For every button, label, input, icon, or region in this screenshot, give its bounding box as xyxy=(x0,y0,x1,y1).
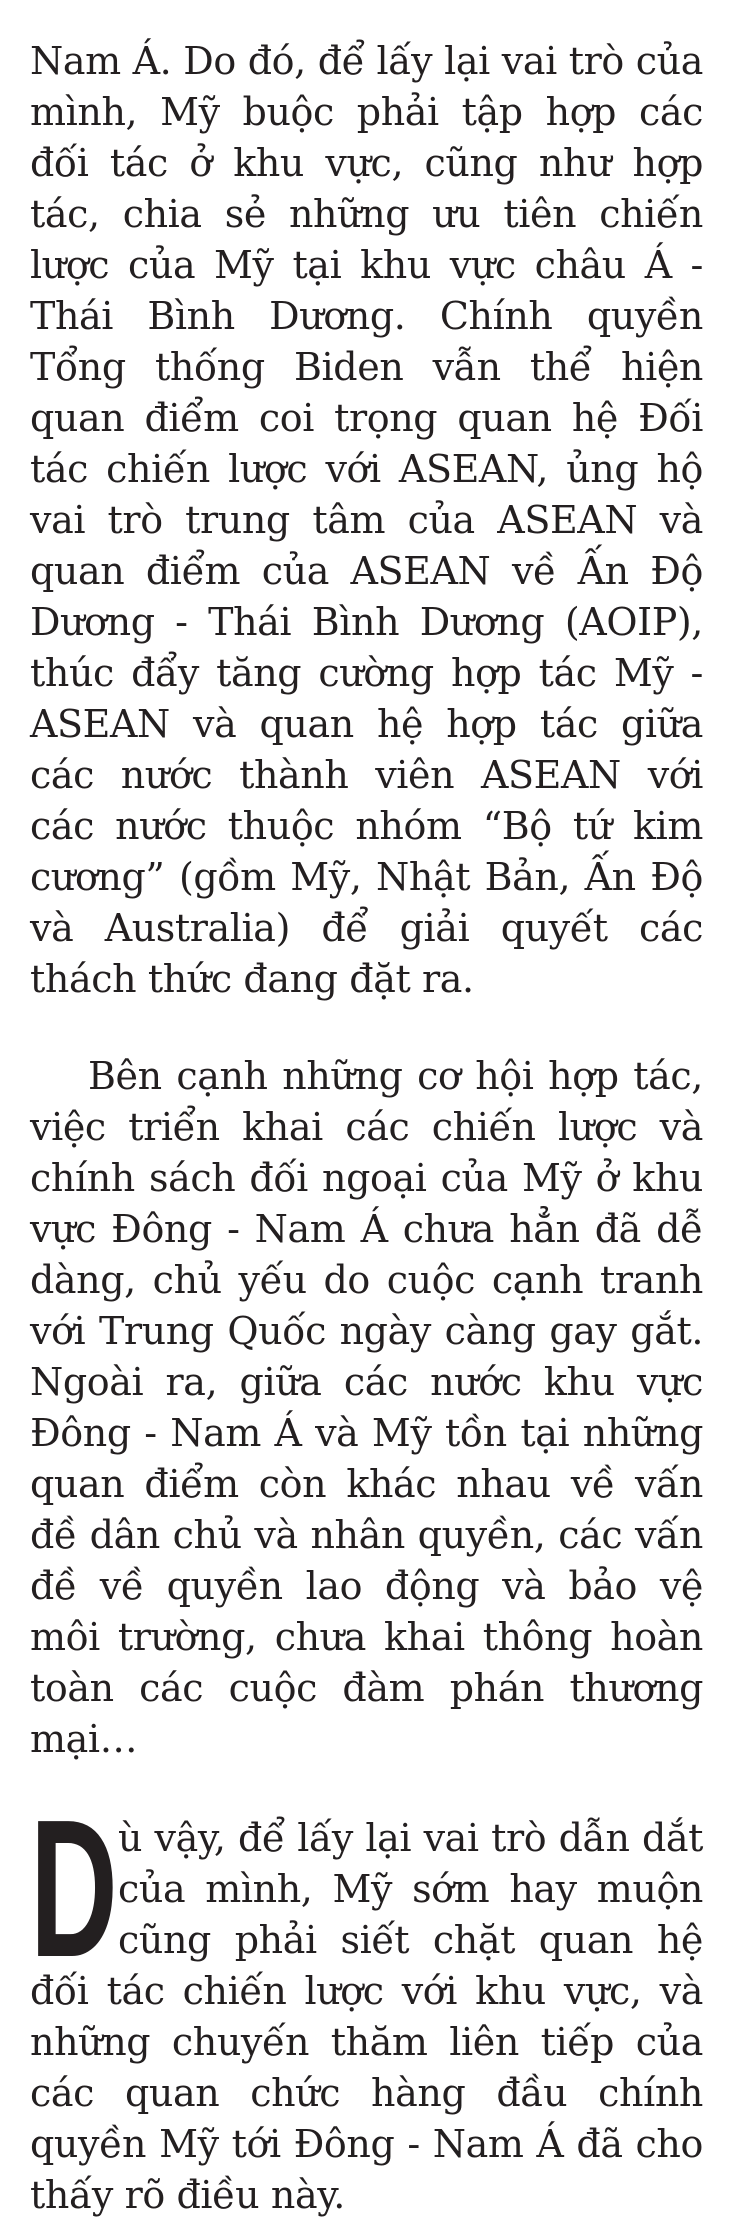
drop-cap-letter: D xyxy=(30,1779,118,1998)
article-body xyxy=(30,36,703,2221)
paragraph-2: Bên cạnh những cơ hội hợp tác, việc triển khai các chiến lược và chính sách đối ngoại của Mỹ ở khu vực Đông - Nam Á chưa hẳn đã dễ dàng, chủ yếu do cuộc cạnh tranh với Trung Quốc ngày càng gay gắt. Ngoài ra, giữa các nước khu vực Đông - Nam Á và Mỹ tồn tại những quan điểm còn khác nhau về vấn đề dân chủ và nhân quyền, các vấn đề về quyền lao động và bảo vệ môi trường, chưa khai thông hoàn toàn các cuộc đàm phán thương mại… xyxy=(30,1054,703,1761)
paragraph-1: Nam Á. Do đó, để lấy lại vai trò của mình, Mỹ buộc phải tập hợp các đối tác ở khu vực, cũng như hợp tác, chia sẻ những ưu tiên chiến lược của Mỹ tại khu vực châu Á - Thái Bình Dương. Chính quyền Tổng thống Biden vẫn thể hiện quan điểm coi trọng quan hệ Đối tác chiến lược với ASEAN, ủng hộ vai trò trung tâm của ASEAN và quan điểm của ASEAN về Ấn Độ Dương - Thái Bình Dương (AOIP), thúc đẩy tăng cường hợp tác Mỹ - ASEAN và quan hệ hợp tác giữa các nước thành viên ASEAN với các nước thuộc nhóm “Bộ tứ kim cương” (gồm Mỹ, Nhật Bản, Ấn Độ và Australia) để giải quyết các thách thức đang đặt ra. xyxy=(30,39,703,1001)
paragraph-3-text: ù vậy, để lấy lại vai trò dẫn dắt của mình, Mỹ sớm hay muộn cũng phải siết chặt quan hệ đối tác chiến lược với khu vực, và những chuyến thăm liên tiếp của các quan chức hàng đầu chính quyền Mỹ tới Đông - Nam Á đã cho thấy rõ điều này. xyxy=(30,1816,703,2217)
drop-cap-container xyxy=(30,1779,118,1998)
paragraph-3 xyxy=(30,1779,703,2221)
